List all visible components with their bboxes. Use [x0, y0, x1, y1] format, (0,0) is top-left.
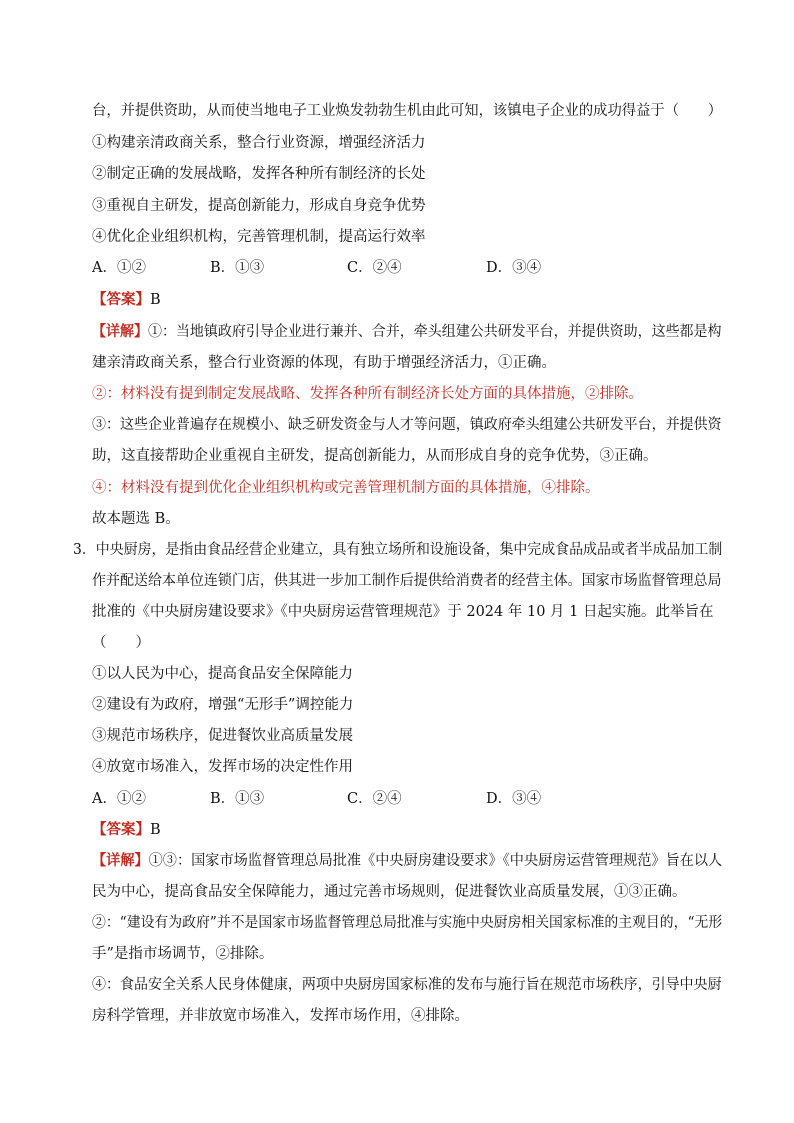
q2-item-1: ①构建亲清政商关系，整合行业资源，增强经济活力 — [92, 135, 426, 151]
q2-answer — [92, 290, 161, 310]
q3-option-d: D．③④ — [486, 791, 542, 807]
q3-detail-line-3: ②：“建设有为政府”并不是国家市场监督管理总局批准与实施中央厨房相关国家标准的主观目的，“无形 — [92, 915, 723, 931]
q2-conclusion: 故本题选 B。 — [92, 511, 180, 527]
q2-detail-line-3: ②：材料没有提到制定发展战略、发挥各种所有制经济长处方面的具体措施，②排除。 — [92, 386, 643, 402]
q2-option-b: B．①③ — [210, 260, 265, 276]
q2-answer-label: 【答案】 — [92, 291, 150, 308]
q2-option-d: D．③④ — [486, 260, 542, 276]
q2-detail-line-4: ③：这些企业普遍存在规模小、缺乏研发资金与人才等问题，镇政府牵头组建公共研发平台，并提供资 — [92, 417, 722, 433]
q3-option-a: A．①② — [92, 791, 146, 807]
q3-detail-label: 【详解】 — [92, 852, 149, 869]
q3-detail-line-5: ④：食品安全关系人民身体健康，两项中央厨房国家标准的发布与施行旨在规范市场秩序，引导中央厨 — [92, 977, 722, 993]
q2-option-a: A．①② — [92, 260, 146, 276]
q3-stem-line-1: 3．中央厨房，是指由食品经营企业建立，具有独立场所和设施设备，集中完成食品成品或者半成品加工制 — [73, 542, 723, 558]
q2-item-2: ②制定正确的发展战略，发挥各种所有制经济的长处 — [92, 166, 426, 182]
q3-stem-line-3: 批准的《中央厨房建设要求》《中央厨房运营管理规范》于 2024 年 10 月 1 日起实施。此举旨在 — [92, 604, 714, 620]
q3-answer-blank: （ ） — [92, 635, 150, 651]
q3-detail-line-6: 房科学管理，并非放宽市场准入，发挥市场作用，④排除。 — [92, 1008, 469, 1024]
q2-item-4: ④优化企业组织机构，完善管理机制，提高运行效率 — [92, 229, 426, 245]
q3-item-4: ④放宽市场准入，发挥市场的决定性作用 — [92, 759, 353, 775]
q3-detail-line-4: 手”是指市场调节，②排除。 — [92, 946, 274, 962]
q2-detail-line-2: 建亲清政商关系，整合行业资源的体现，有助于增强经济活力，①正确。 — [92, 355, 556, 371]
q2-detail-line-5: 助，这直接帮助企业重视自主研发，提高创新能力，从而形成自身的竞争优势，③正确。 — [92, 448, 658, 464]
q2-item-3: ③重视自主研发，提高创新能力，形成自身竞争优势 — [92, 198, 426, 214]
q3-answer — [92, 820, 161, 840]
q2-detail-line-1: 【详解】①：当地镇政府引导企业进行兼并、合并，牵头组建公共研发平台，并提供资助，这些都是构 — [92, 323, 722, 340]
q3-option-b: B．①③ — [210, 791, 265, 807]
q2-stem-tail: 台，并提供资助，从而使当地电子工业焕发勃勃生机由此可知，该镇电子企业的成功得益于（ ） — [92, 103, 723, 119]
q2-answer-value: B — [150, 292, 161, 308]
q2-option-c: C．②④ — [347, 260, 402, 276]
q3-answer-value: B — [150, 822, 161, 838]
q3-item-1: ①以人民为中心，提高食品安全保障能力 — [92, 666, 353, 682]
q3-item-3: ③规范市场秩序，促进餐饮业高质量发展 — [92, 728, 353, 744]
q3-detail-line-2: 民为中心，提高食品安全保障能力，通过完善市场规则，促进餐饮业高质量发展，①③正确。 — [92, 884, 687, 900]
q3-stem-line-2: 作并配送给本单位连锁门店，供其进一步加工制作后提供给消费者的经营主体。国家市场监督管理总局 — [92, 573, 722, 589]
q3-answer-label: 【答案】 — [92, 821, 150, 838]
q3-detail-line-1: 【详解】①③：国家市场监督管理总局批准《中央厨房建设要求》《中央厨房运营管理规范》旨在以人 — [92, 852, 723, 869]
q3-option-c: C．②④ — [347, 791, 402, 807]
q2-detail-line-6: ④：材料没有提到优化企业组织机构或完善管理机制方面的具体措施，④排除。 — [92, 480, 600, 496]
q2-detail-label: 【详解】 — [92, 323, 148, 340]
q3-item-2: ②建设有为政府，增强“无形手”调控能力 — [92, 697, 354, 713]
